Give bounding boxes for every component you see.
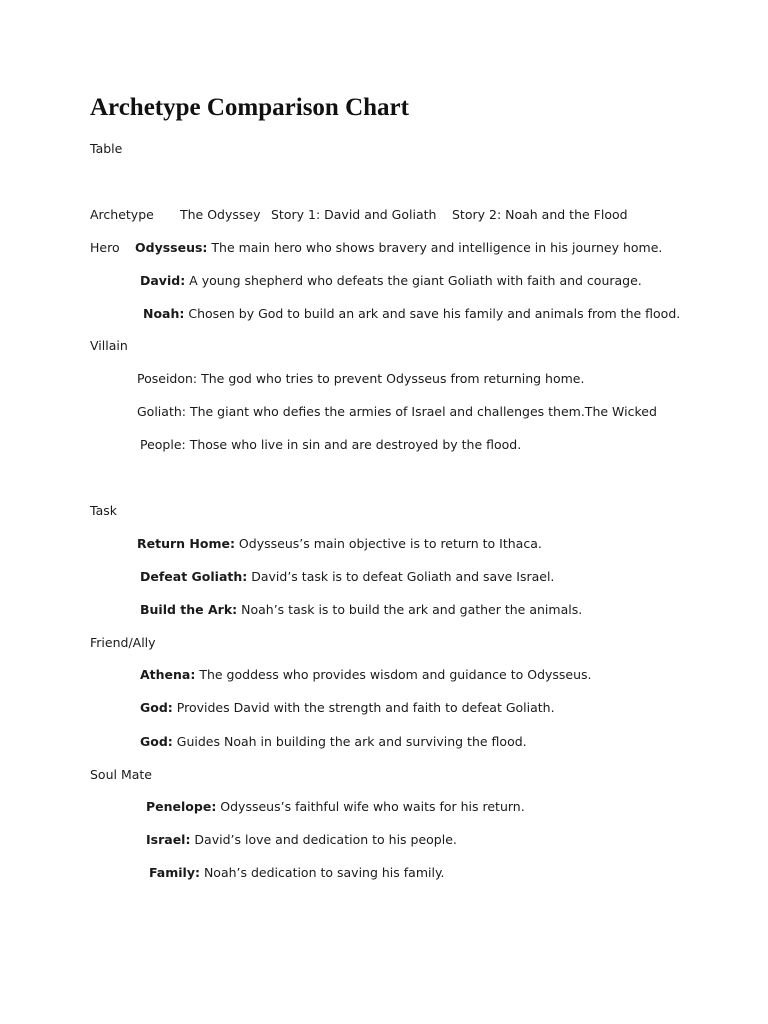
task-story2-name: Build the Ark: bbox=[140, 602, 238, 617]
soulmate-odyssey bbox=[146, 799, 525, 815]
friend-story1-name: God: bbox=[140, 700, 173, 715]
header-archetype: Archetype bbox=[90, 207, 154, 222]
soulmate-label: Soul Mate bbox=[90, 767, 152, 782]
page-title: Archetype Comparison Chart bbox=[90, 94, 409, 121]
friend-story1-text: Provides David with the strength and faith to defeat Goliath. bbox=[172, 700, 555, 715]
friend-label: Friend/Ally bbox=[90, 635, 156, 650]
header-story2: Story 2: Noah and the Flood bbox=[452, 207, 628, 222]
task-label: Task bbox=[90, 503, 117, 518]
friend-odyssey-text: The goddess who provides wisdom and guidance to Odysseus. bbox=[195, 667, 592, 682]
soulmate-odyssey-text: Odysseus’s faithful wife who waits for his return. bbox=[216, 799, 525, 814]
friend-story2-text: Guides Noah in building the ark and surviving the flood. bbox=[172, 734, 527, 749]
friend-odyssey bbox=[140, 667, 592, 683]
hero-label: Hero bbox=[90, 240, 120, 255]
task-odyssey bbox=[137, 536, 542, 552]
task-story1-text: David’s task is to defeat Goliath and save Israel. bbox=[247, 569, 555, 584]
hero-odyssey bbox=[135, 240, 662, 256]
villain-line-1: Poseidon: The god who tries to prevent Odysseus from returning home. bbox=[137, 371, 585, 386]
soulmate-odyssey-name: Penelope: bbox=[146, 799, 217, 814]
hero-story2-name: Noah: bbox=[143, 306, 185, 321]
villain-line-2: Goliath: The giant who defies the armies of Israel and challenges them.The Wicked bbox=[137, 404, 657, 419]
soulmate-story2-name: Family: bbox=[149, 865, 200, 880]
subtitle: Table bbox=[90, 141, 123, 156]
task-story1-name: Defeat Goliath: bbox=[140, 569, 248, 584]
soulmate-story1-name: Israel: bbox=[146, 832, 191, 847]
hero-story1 bbox=[140, 273, 642, 289]
hero-story1-name: David: bbox=[140, 273, 186, 288]
task-story1 bbox=[140, 569, 554, 585]
friend-story2 bbox=[140, 734, 527, 750]
villain-label: Villain bbox=[90, 338, 128, 353]
hero-story2 bbox=[143, 306, 680, 322]
hero-story2-text: Chosen by God to build an ark and save his family and animals from the flood. bbox=[184, 306, 681, 321]
friend-story1 bbox=[140, 700, 555, 716]
friend-odyssey-name: Athena: bbox=[140, 667, 196, 682]
task-story2 bbox=[140, 602, 582, 618]
hero-odyssey-name: Odysseus: bbox=[135, 240, 208, 255]
hero-story1-text: A young shepherd who defeats the giant Goliath with faith and courage. bbox=[185, 273, 642, 288]
header-odyssey: The Odyssey bbox=[180, 207, 261, 222]
task-story2-text: Noah’s task is to build the ark and gather the animals. bbox=[237, 602, 583, 617]
friend-story2-name: God: bbox=[140, 734, 173, 749]
soulmate-story1-text: David’s love and dedication to his people. bbox=[190, 832, 457, 847]
soulmate-story2-text: Noah’s dedication to saving his family. bbox=[199, 865, 445, 880]
soulmate-story2 bbox=[149, 865, 445, 881]
hero-odyssey-text: The main hero who shows bravery and intelligence in his journey home. bbox=[207, 240, 663, 255]
soulmate-story1 bbox=[146, 832, 457, 848]
task-odyssey-name: Return Home: bbox=[137, 536, 235, 551]
villain-line-3: People: Those who live in sin and are destroyed by the flood. bbox=[140, 437, 522, 452]
header-story1: Story 1: David and Goliath bbox=[271, 207, 437, 222]
task-odyssey-text: Odysseus’s main objective is to return to Ithaca. bbox=[234, 536, 542, 551]
